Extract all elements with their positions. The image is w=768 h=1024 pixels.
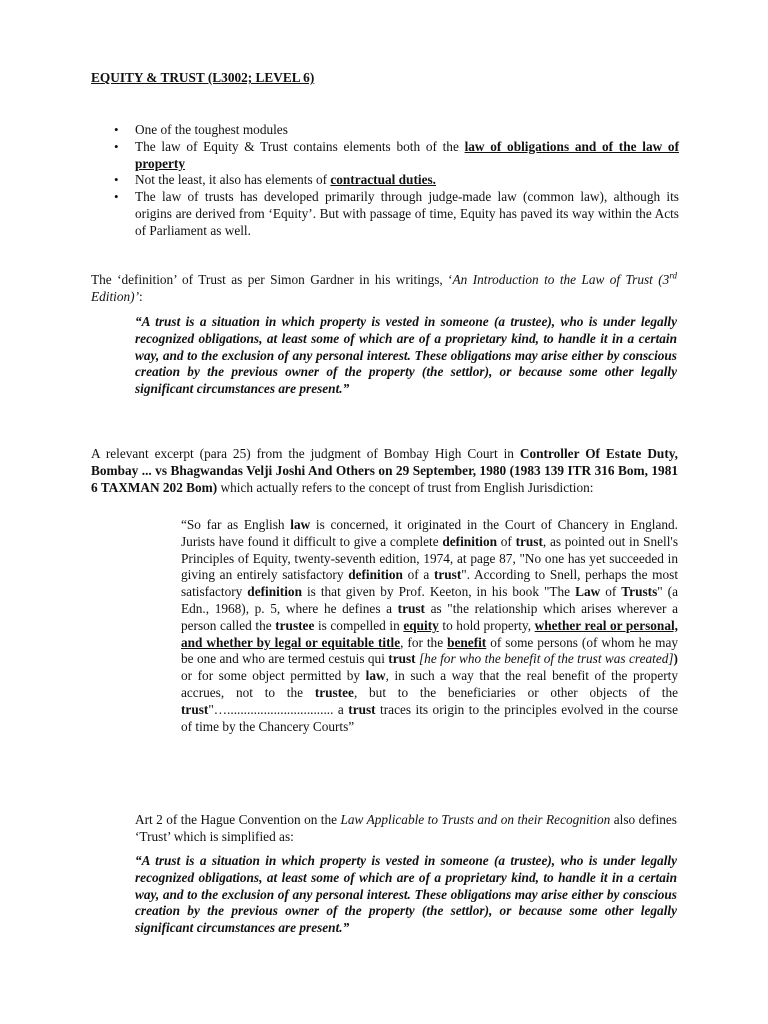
excerpt-keyword: definition [348, 567, 403, 583]
excerpt-text: " (a Edn., 1968), p. 5, where he defines a [181, 584, 679, 616]
excerpt-text: , but to the beneficiaries or other objects of the [353, 684, 679, 700]
excerpt-text: of [600, 584, 622, 600]
bullet-text: One of the toughest modules [135, 122, 288, 137]
bombay-intro-end: which actually refers to the concept of trust from English Jurisdiction: [217, 479, 594, 495]
colon: : [139, 288, 143, 304]
book-title: An Introduction to the Law of Trust (3 [452, 272, 670, 287]
gardner-intro [91, 272, 677, 306]
excerpt-keyword: trust [388, 651, 416, 667]
excerpt-text: ". According to Snell, perhaps the most satisfactory [181, 567, 679, 600]
hague-intro-text: Art 2 of the Hague Convention on the [135, 812, 341, 827]
excerpt-keyword: trustee [314, 684, 354, 700]
excerpt-keyword: definition [247, 584, 302, 600]
bullet-emphasis: contractual duties. [330, 172, 436, 188]
list-item [91, 122, 679, 139]
bullet-text: Not the least, it also has elements of [135, 172, 331, 188]
excerpt-keyword: definition [442, 533, 498, 549]
excerpt-text: to hold property, [438, 617, 535, 633]
excerpt-keyword: trust [397, 600, 425, 616]
bullet-list [91, 122, 679, 240]
excerpt-text: or for some object permitted by [181, 668, 366, 684]
list-item [91, 172, 679, 189]
excerpt-keyword: Trusts [621, 584, 658, 600]
excerpt-text: "…................................ a [208, 701, 349, 717]
list-item [91, 189, 679, 239]
excerpt-text: is concerned, it originated in the Court of Chancery in England. Jurists have found it difficult to give a complete [181, 517, 678, 549]
excerpt-text: as "the relationship which arises wherever a person called the [181, 600, 678, 633]
excerpt-keyword: Law [575, 584, 601, 600]
hague-quote: “A trust is a situation in which property is vested in someone (a trustee), who is under legally recognized obligations, at least some of which are of a proprietary kind, to handle it in a certain way, and to the exclusion of any personal interest. These obligations may arise either by conscious creation by the previous owner of the property (the settlor), or because some other legally significant circumstances are present.” [135, 853, 677, 936]
book-title-end: Edition)’ [91, 288, 140, 304]
book-title-superscript: rd [669, 270, 677, 281]
excerpt-keyword-underlined: benefit [447, 634, 487, 650]
excerpt-text: , as pointed out in Snell's Principles of Equity, twenty-seventh edition, 1974, at page 87, "No one has yet succeeded in giving an entirely satisfactory [181, 533, 678, 583]
excerpt-keyword-underlined: equity [403, 617, 439, 633]
excerpt-text: is that given by Prof. Keeton, in his book "The [301, 584, 576, 600]
excerpt-text: , for the [400, 634, 448, 650]
excerpt-keyword: trust [348, 701, 376, 717]
bullet-text: The law of trusts has developed primarily through judge-made law (common law), although its origins are derived from ‘Equity’. But with passage of time, Equity has paved its way within the Acts of Parliament as well. [135, 189, 679, 238]
bombay-excerpt [181, 517, 678, 735]
excerpt-keyword: law [290, 517, 311, 532]
bombay-intro-text: A relevant excerpt (para 25) from the judgment of Bombay High Court in [91, 446, 520, 461]
excerpt-keyword: trust [515, 533, 543, 549]
excerpt-keyword: trustee [275, 617, 315, 633]
excerpt-text: of [497, 533, 516, 549]
hague-intro [135, 812, 677, 846]
gardner-intro-text: The ‘definition’ of Trust as per Simon Gardner in his writings, ‘ [91, 272, 453, 287]
hague-intro-end: also defines ‘Trust’ which is simplified as: [135, 812, 677, 844]
excerpt-text: traces its origin to the principles evolved in the course of time by the Chancery Courts” [181, 701, 678, 734]
bombay-intro [91, 446, 678, 496]
bullet-text: The law of Equity & Trust contains elements both of the [135, 138, 465, 154]
excerpt-text: ) [673, 651, 678, 667]
convention-title: Law Applicable to Trusts and on their Recognition [340, 812, 611, 827]
excerpt-text: “So far as English [181, 517, 291, 532]
excerpt-text: , in such a way that the real benefit of the property accrues, not to the [181, 668, 678, 700]
list-item [91, 139, 679, 173]
excerpt-keyword: law [365, 668, 386, 684]
case-citation: Controller Of Estate Duty, Bombay ... vs Bhagwandas Velji Joshi And Others on 29 September, 1980 (1983 139 ITR 316 Bom, 1981 6 TAXMAN 202 Bom) [91, 446, 678, 495]
excerpt-keyword: trust [181, 701, 209, 717]
excerpt-text: of some persons (of whom he may be one and who are termed cestuis qui [181, 634, 679, 667]
excerpt-keyword: trust [433, 567, 462, 583]
excerpt-bracket-note: [he for who the benefit of the trust was created] [419, 651, 674, 667]
bullet-emphasis: law of obligations and of the law of property [135, 138, 679, 171]
excerpt-text: is compelled in [314, 617, 404, 633]
excerpt-text: of a [402, 567, 434, 583]
document-title: EQUITY & TRUST (L3002; LEVEL 6) [91, 70, 315, 85]
gardner-quote: “A trust is a situation in which property is vested in someone (a trustee), who is under legally recognized obligations, at least some of which are of a proprietary kind, to handle it in a certain way, and to the exclusion of any personal interest. These obligations may arise either by conscious creation by the previous owner of the property (the settlor), or because some other legally significant circumstances are present.” [135, 314, 677, 397]
excerpt-emphasis-underlined: whether real or personal, and whether by legal or equitable title [181, 617, 678, 650]
